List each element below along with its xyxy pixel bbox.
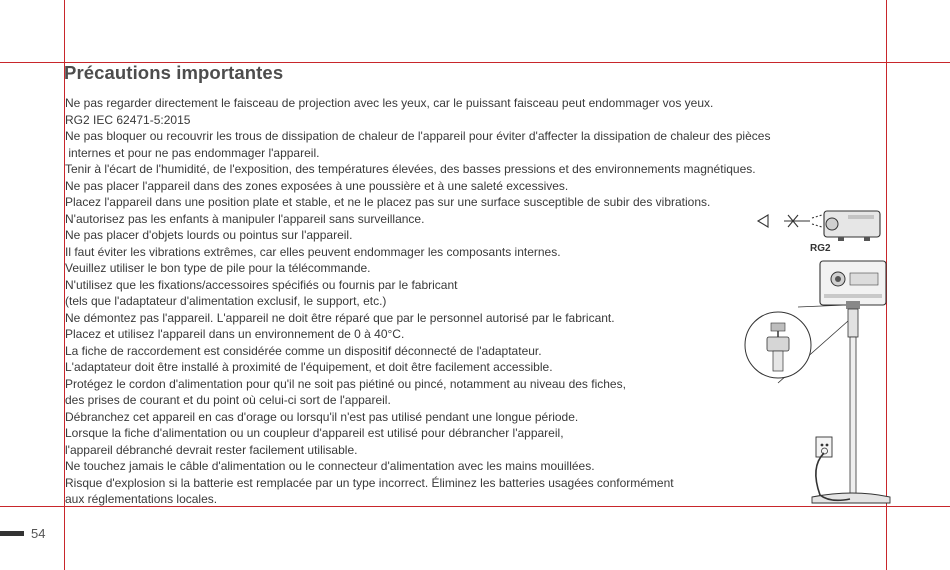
projector-side-icon [824, 211, 880, 241]
mount-detail-callout [745, 305, 848, 383]
text-line: Lorsque la fiche d'alimentation ou un coupleur d'appareil est utilisé pour débrancher l'appareil, [65, 426, 564, 440]
text-line: Risque d'explosion si la batterie est remplacée par un type incorrect. Éliminez les batteries usagées conformément [65, 475, 674, 490]
text-line: Il faut éviter les vibrations extrêmes, car elles peuvent endommager les composants internes. [65, 244, 561, 259]
text-line: l'appareil débranché devrait rester facilement utilisable. [65, 442, 358, 457]
text-line: Placez l'appareil dans une position plate et stable, et ne le placez pas sur une surface susceptible de subir des vibrations. [65, 195, 711, 209]
text-line: des prises de courant et du point où celui-ci sort de l'appareil. [65, 393, 391, 407]
text-line: Ne pas placer d'objets lourds ou pointus sur l'appareil. [65, 228, 353, 242]
eye-warning-icon [758, 215, 822, 227]
text-line: aux réglementations locales. [65, 492, 218, 506]
text-line: RG2 IEC 62471-5:2015 [65, 112, 191, 127]
text-line: L'adaptateur doit être installé à proximité de l'équipement, et doit être facilement accessible. [65, 360, 553, 374]
projector-stand-illustration [740, 205, 900, 510]
page-title: Précautions importantes [64, 62, 284, 83]
text-line: Placez et utilisez l'appareil dans un environnement de 0 à 40°C. [65, 327, 405, 341]
floor-stand-icon [812, 309, 890, 503]
text-line: Tenir à l'écart de l'humidité, de l'exposition, des températures élevées, des basses pressions et des environnements magnétiques. [65, 162, 756, 176]
rg2-label: RG2 [810, 243, 831, 254]
text-line: Ne pas regarder directement le faisceau de projection avec les yeux, car le puissant faisceau peut endommager vos yeux. [65, 96, 714, 110]
text-line: (tels que l'adaptateur d'alimentation exclusif, le support, etc.) [65, 294, 387, 308]
text-line: La fiche de raccordement est considérée comme un dispositif déconnecté de l'adaptateur. [65, 343, 542, 358]
page-number: 54 [31, 526, 46, 541]
text-line: Ne démontez pas l'appareil. L'appareil ne doit être réparé que par le personnel autorisé par le fabricant. [65, 310, 615, 325]
text-line: Ne pas placer l'appareil dans des zones exposées à une poussière et à une saleté excessives. [65, 178, 569, 193]
page-number-bar [0, 531, 24, 536]
projector-front-icon [820, 261, 886, 309]
text-line: Protégez le cordon d'alimentation pour qu'il ne soit pas piétiné ou pincé, notamment au niveau des fiches, [65, 376, 626, 391]
text-line: Ne pas bloquer ou recouvrir les trous de dissipation de chaleur de l'appareil pour éviter d'affecter la dissipation de chaleur des pièces [65, 129, 771, 143]
text-line: Débranchez cet appareil en cas d'orage ou lorsqu'il n'est pas utilisé pendant une longue période. [65, 409, 579, 424]
text-line: Veuillez utiliser le bon type de pile pour la télécommande. [65, 261, 371, 275]
text-line: Ne touchez jamais le câble d'alimentation ou le connecteur d'alimentation avec les mains mouillées. [65, 459, 595, 473]
text-line: internes et pour ne pas endommager l'appareil. [65, 145, 320, 160]
text-line: N'utilisez que les fixations/accessoires spécifiés ou fournis par le fabricant [65, 277, 458, 292]
text-line: N'autorisez pas les enfants à manipuler l'appareil sans surveillance. [65, 211, 425, 226]
